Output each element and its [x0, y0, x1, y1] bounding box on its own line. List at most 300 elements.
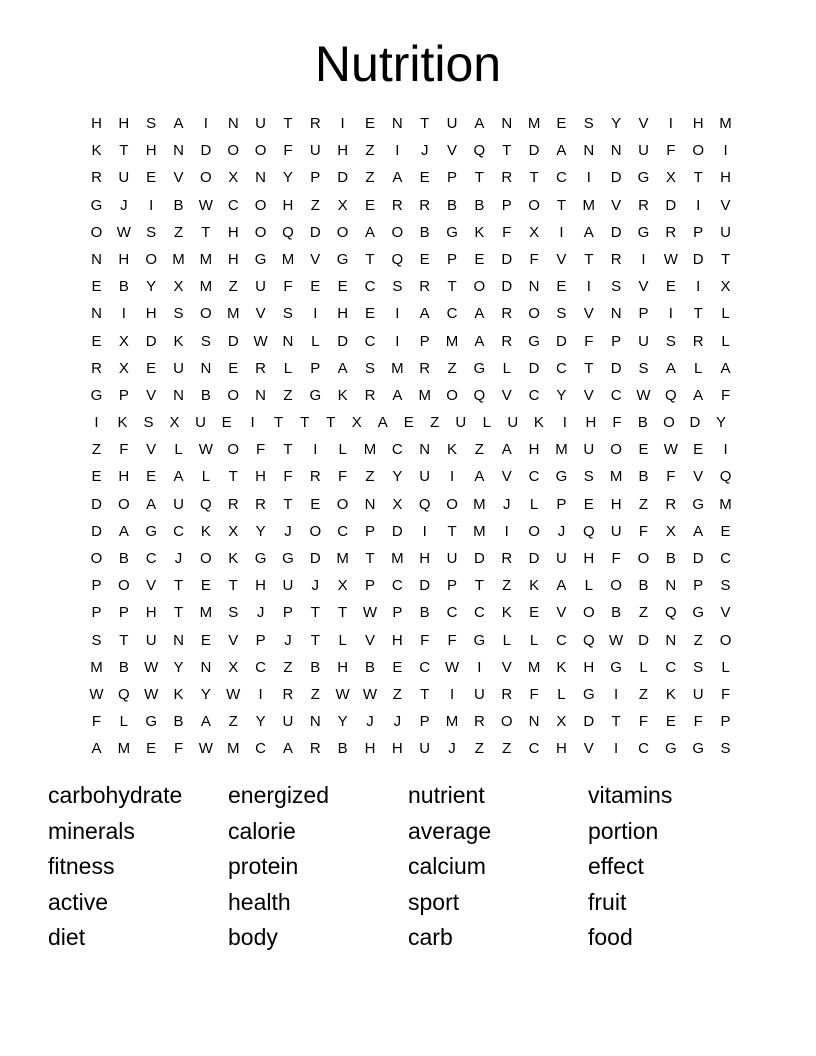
grid-letter: G [254, 250, 267, 268]
grid-letter: M [363, 441, 377, 459]
grid-letter: W [144, 658, 159, 676]
grid-letter: X [228, 522, 239, 540]
grid-letter: K [91, 142, 102, 160]
grid-letter: E [91, 332, 102, 350]
grid-letter: U [446, 550, 458, 567]
grid-letter: N [610, 142, 622, 160]
grid-letter: I [614, 740, 619, 758]
grid-letter: M [445, 332, 459, 350]
grid-letter: M [90, 658, 103, 676]
grid-letter: I [696, 196, 701, 214]
grid-letter: P [255, 631, 266, 649]
grid-letter: F [720, 685, 731, 703]
grid-letter: Y [715, 414, 726, 432]
grid-letter: T [300, 414, 310, 432]
grid-letter: U [282, 577, 294, 595]
grid-letter: F [529, 685, 539, 703]
grid-letter: U [173, 359, 184, 377]
grid-letter: O [118, 577, 130, 595]
grid-letter: O [446, 386, 458, 404]
grid-letter: E [221, 414, 232, 432]
grid-letter: C [556, 631, 567, 649]
grid-letter: D [556, 332, 567, 350]
grid-letter: L [639, 658, 648, 676]
grid-letter: Q [665, 386, 677, 404]
grid-letter: B [364, 658, 375, 676]
grid-letter: R [610, 250, 622, 268]
grid-letter: H [282, 196, 294, 214]
grid-letter: D [665, 196, 677, 214]
grid-letter: Y [255, 713, 266, 731]
grid-letter: V [720, 196, 731, 214]
grid-letter: D [91, 522, 102, 540]
grid-letter: N [419, 441, 431, 459]
grid-letter: L [721, 658, 730, 676]
grid-letter: P [419, 713, 430, 731]
grid-letter: A [665, 359, 676, 377]
grid-letter: H [585, 414, 597, 432]
grid-letter: A [474, 305, 485, 323]
grid-letter: T [173, 604, 184, 622]
grid-letter: R [501, 332, 513, 350]
grid-letter: T [556, 196, 567, 214]
grid-letter: D [501, 250, 513, 268]
grid-letter: Y [556, 386, 567, 404]
grid-letter: A [337, 359, 348, 377]
grid-letter: D [337, 169, 349, 187]
grid-letter: H [419, 550, 431, 567]
grid-letter: V [501, 468, 512, 486]
grid-letter: B [173, 196, 184, 214]
grid-letter: G [692, 604, 705, 622]
grid-letter: W [609, 631, 624, 649]
grid-letter: S [282, 305, 293, 323]
grid-letter: D [227, 332, 239, 350]
grid-letter: O [254, 223, 267, 241]
grid-letter: Z [502, 577, 512, 595]
grid-letter: E [364, 115, 375, 132]
grid-letter: D [419, 577, 431, 595]
word-item: energized [228, 782, 330, 808]
word-item: sport [408, 888, 460, 915]
grid-letter: A [583, 223, 594, 241]
grid-letter: B [474, 196, 485, 214]
word-item: protein [228, 853, 299, 879]
grid-letter: V [173, 169, 184, 187]
grid-letter: F [283, 142, 293, 160]
grid-letter: N [227, 115, 239, 132]
grid-letter: C [446, 305, 458, 323]
grid-row [0, 382, 816, 409]
grid-letter: O [145, 250, 158, 268]
grid-letter: Z [638, 604, 649, 622]
grid-letter: V [501, 658, 512, 676]
grid-letter: H [391, 631, 403, 649]
grid-letter: F [173, 740, 184, 758]
grid-letter: E [693, 441, 704, 459]
grid-letter: Q [118, 685, 130, 703]
grid-letter: K [228, 550, 239, 567]
grid-letter: O [582, 604, 595, 622]
grid-letter: J [448, 740, 456, 758]
grid-letter: D [391, 522, 403, 540]
grid-letter: D [610, 359, 622, 377]
grid-letter: N [173, 631, 184, 649]
puzzle-title: Nutrition [314, 36, 502, 92]
grid-letter: Q [582, 631, 595, 649]
grid-letter: H [145, 305, 157, 323]
grid-letter: A [474, 468, 485, 486]
grid-letter: C [337, 522, 349, 540]
grid-letter: U [195, 414, 206, 432]
grid-letter: Q [719, 468, 732, 486]
grid-letter: X [392, 495, 403, 513]
grid-letter: M [199, 604, 213, 622]
grid-letter: T [474, 169, 484, 187]
grid-letter: A [501, 441, 512, 459]
grid-letter: D [309, 223, 321, 241]
grid-letter: S [720, 577, 731, 595]
grid-letter: E [419, 169, 430, 187]
grid-letter: E [638, 441, 649, 459]
grid-letter: W [226, 685, 241, 703]
grid-letter: R [255, 359, 267, 377]
grid-letter: C [665, 658, 677, 676]
grid-letter: N [173, 386, 184, 404]
grid-letter: T [365, 250, 375, 268]
grid-letter: B [118, 658, 129, 676]
grid-letter: I [258, 685, 263, 703]
grid-letter: V [556, 604, 567, 622]
grid-row [0, 708, 816, 735]
grid-letter: O [473, 278, 486, 296]
grid-letter: R [501, 305, 513, 323]
grid-letter: C [556, 169, 567, 187]
grid-letter: J [284, 631, 292, 649]
grid-letter: M [445, 713, 459, 731]
grid-letter: M [117, 740, 131, 758]
grid-letter: U [145, 631, 157, 649]
grid-letter: I [313, 305, 318, 323]
grid-letter: V [583, 305, 594, 323]
grid-letter: X [337, 196, 348, 214]
grid-row [0, 627, 816, 654]
grid-row [0, 110, 816, 137]
grid-letter: E [337, 278, 348, 296]
grid-letter: P [501, 196, 512, 214]
grid-letter: T [447, 278, 457, 296]
grid-letter: X [665, 169, 676, 187]
grid-letter: O [692, 142, 705, 160]
grid-letter: A [118, 522, 129, 540]
grid-letter: W [116, 223, 131, 241]
grid-letter: K [556, 658, 567, 676]
grid-letter: D [200, 142, 212, 160]
grid-letter: G [637, 169, 650, 187]
grid-letter: B [118, 550, 129, 567]
grid-row [0, 192, 816, 219]
grid-letter: T [365, 550, 375, 567]
grid-letter: D [528, 142, 540, 160]
grid-letter: N [610, 305, 622, 323]
grid-letter: Z [283, 386, 293, 404]
grid-letter: O [200, 305, 212, 323]
grid-letter: J [174, 550, 183, 567]
grid-letter: Q [665, 604, 677, 622]
grid-letter: R [419, 278, 431, 296]
grid-letter: G [309, 386, 322, 404]
grid-letter: X [118, 332, 129, 350]
grid-letter: F [666, 468, 676, 486]
grid-letter: O [227, 386, 240, 404]
grid-letter: G [145, 713, 158, 731]
word-column [48, 778, 218, 956]
grid-letter: Q [391, 250, 404, 268]
grid-letter: G [282, 550, 294, 567]
grid-letter: R [364, 386, 376, 404]
grid-letter: Z [310, 685, 320, 703]
grid-letter: A [377, 414, 388, 432]
grid-letter: H [556, 740, 567, 758]
grid-letter: O [90, 550, 103, 567]
grid-letter: I [449, 468, 455, 486]
grid-letter: Z [173, 223, 184, 241]
grid-row [0, 572, 816, 599]
grid-letter: P [693, 223, 704, 241]
grid-letter: I [395, 142, 400, 160]
grid-letter: V [146, 386, 157, 404]
grid-letter: S [146, 223, 157, 241]
grid-letter: Z [447, 359, 457, 377]
grid-letter: S [583, 468, 594, 486]
grid-letter: C [556, 359, 567, 377]
grid-letter: F [611, 550, 621, 567]
grid-letter: E [200, 631, 211, 649]
grid-letter: W [663, 250, 678, 268]
grid-letter: K [501, 604, 512, 622]
grid-letter: D [91, 495, 102, 513]
grid-letter: Y [255, 522, 266, 540]
grid-letter: A [419, 305, 430, 323]
grid-letter: C [145, 550, 157, 567]
grid-letter: S [173, 305, 184, 323]
grid-letter: F [666, 142, 676, 160]
grid-letter: W [444, 658, 460, 676]
grid-letter: N [665, 631, 677, 649]
grid-letter: W [663, 441, 678, 459]
grid-letter: M [391, 359, 404, 377]
grid-letter: O [663, 414, 675, 432]
grid-row [0, 219, 816, 246]
grid-letter: S [556, 305, 567, 323]
grid-row [0, 355, 816, 382]
grid-letter: N [528, 713, 540, 731]
grid-letter: Y [337, 713, 348, 731]
grid-letter: I [395, 305, 400, 323]
grid-letter: L [584, 577, 593, 595]
grid-letter: X [556, 713, 567, 731]
grid-letter: X [228, 169, 239, 187]
grid-letter: X [118, 359, 129, 377]
grid-letter: K [117, 414, 128, 432]
grid-letter: F [502, 223, 512, 241]
grid-letter: H [255, 577, 267, 595]
grid-letter: Y [200, 685, 211, 703]
grid-letter: A [173, 468, 184, 486]
grid-letter: A [392, 169, 403, 187]
grid-letter: S [143, 414, 154, 432]
grid-letter: V [693, 468, 704, 486]
grid-letter: J [557, 522, 566, 540]
grid-letter: L [119, 713, 129, 731]
grid-letter: Z [474, 441, 484, 459]
grid-row [0, 137, 816, 164]
grid-letter: M [391, 550, 404, 567]
grid-letter: E [419, 250, 430, 268]
grid-letter: H [337, 305, 349, 323]
grid-letter: H [364, 740, 376, 758]
grid-letter: O [719, 631, 732, 649]
grid-letter: J [311, 577, 320, 595]
grid-letter: E [665, 278, 676, 296]
grid-letter: B [310, 658, 321, 676]
grid-letter: B [638, 468, 649, 486]
grid-letter: U [309, 142, 321, 160]
grid-letter: T [310, 604, 320, 622]
grid-letter: I [94, 414, 99, 432]
grid-letter: B [337, 740, 348, 758]
grid-letter: O [200, 169, 212, 187]
grid-letter: H [692, 115, 704, 132]
grid-letter: M [418, 386, 431, 404]
grid-letter: F [529, 250, 539, 268]
grid-letter: S [200, 332, 211, 350]
grid-letter: L [721, 305, 730, 323]
grid-letter: R [227, 495, 239, 513]
grid-letter: I [668, 115, 673, 132]
grid-letter: U [507, 414, 519, 432]
grid-letter: C [528, 468, 540, 486]
grid-letter: F [420, 631, 430, 649]
grid-letter: X [169, 414, 180, 432]
grid-letter: E [200, 577, 211, 595]
grid-letter: Z [474, 740, 484, 758]
grid-letter: T [201, 223, 211, 241]
grid-letter: B [447, 196, 458, 214]
grid-letter: Z [430, 414, 440, 432]
grid-letter: T [447, 522, 457, 540]
grid-letter: R [419, 359, 431, 377]
grid-letter: H [145, 142, 157, 160]
grid-letter: C [255, 740, 267, 758]
grid-letter: I [723, 441, 728, 459]
grid-row [0, 164, 816, 191]
grid-letter: I [340, 115, 345, 132]
grid-letter: O [391, 223, 404, 241]
grid-letter: Z [638, 685, 649, 703]
grid-letter: D [145, 332, 157, 350]
grid-letter: T [693, 305, 703, 323]
grid-letter: R [692, 332, 704, 350]
grid-letter: L [529, 631, 539, 649]
grid-letter: D [528, 359, 540, 377]
word-column [408, 778, 578, 956]
grid-letter: R [665, 223, 677, 241]
grid-letter: J [420, 142, 429, 160]
grid-row [0, 409, 816, 436]
grid-letter: E [364, 196, 375, 214]
grid-letter: F [638, 713, 649, 731]
grid-letter: M [227, 305, 240, 323]
grid-letter: N [282, 332, 294, 350]
grid-letter: I [562, 414, 567, 432]
grid-letter: M [609, 468, 623, 486]
grid-row [0, 491, 816, 518]
grid-letter: A [91, 740, 102, 758]
grid-letter: C [173, 522, 184, 540]
grid-letter: U [638, 332, 649, 350]
grid-row [0, 545, 816, 572]
grid-letter: K [474, 223, 485, 241]
grid-letter: U [255, 115, 267, 132]
grid-letter: N [255, 386, 267, 404]
grid-letter: P [447, 250, 458, 268]
grid-letter: W [362, 604, 378, 622]
grid-letter: C [720, 550, 731, 567]
grid-letter: J [284, 522, 292, 540]
word-item: calcium [408, 853, 486, 879]
grid-letter: T [584, 250, 594, 268]
word-item: diet [48, 924, 86, 950]
grid-letter: B [173, 713, 184, 731]
grid-letter: P [118, 604, 129, 622]
grid-letter: O [227, 441, 240, 459]
grid-letter: C [638, 740, 649, 758]
word-item: calorie [228, 817, 296, 844]
grid-letter: A [693, 522, 704, 540]
grid-letter: W [198, 740, 213, 758]
grid-letter: S [146, 115, 157, 132]
grid-letter: H [255, 468, 267, 486]
word-item: active [48, 888, 109, 915]
grid-letter: E [146, 169, 157, 187]
grid-letter: H [337, 142, 349, 160]
grid-letter: I [422, 522, 427, 540]
grid-letter: H [91, 115, 102, 132]
grid-letter: I [696, 278, 701, 296]
grid-letter: V [638, 115, 649, 132]
grid-letter: Q [282, 223, 294, 241]
grid-letter: A [474, 332, 485, 350]
grid-letter: E [665, 713, 676, 731]
word-item: fitness [48, 853, 115, 879]
grid-letter: J [120, 196, 128, 214]
grid-letter: H [118, 468, 130, 486]
grid-letter: T [274, 414, 284, 432]
grid-letter: E [146, 740, 157, 758]
grid-letter: S [693, 658, 704, 676]
grid-letter: L [502, 631, 511, 649]
grid-letter: S [665, 332, 676, 350]
grid-letter: O [90, 223, 103, 241]
word-item: fruit [588, 888, 627, 915]
grid-letter: O [336, 223, 349, 241]
grid-letter: S [392, 278, 403, 296]
grid-letter: L [721, 332, 730, 350]
grid-letter: L [502, 359, 511, 377]
grid-letter: T [611, 713, 621, 731]
grid-letter: V [310, 250, 321, 268]
